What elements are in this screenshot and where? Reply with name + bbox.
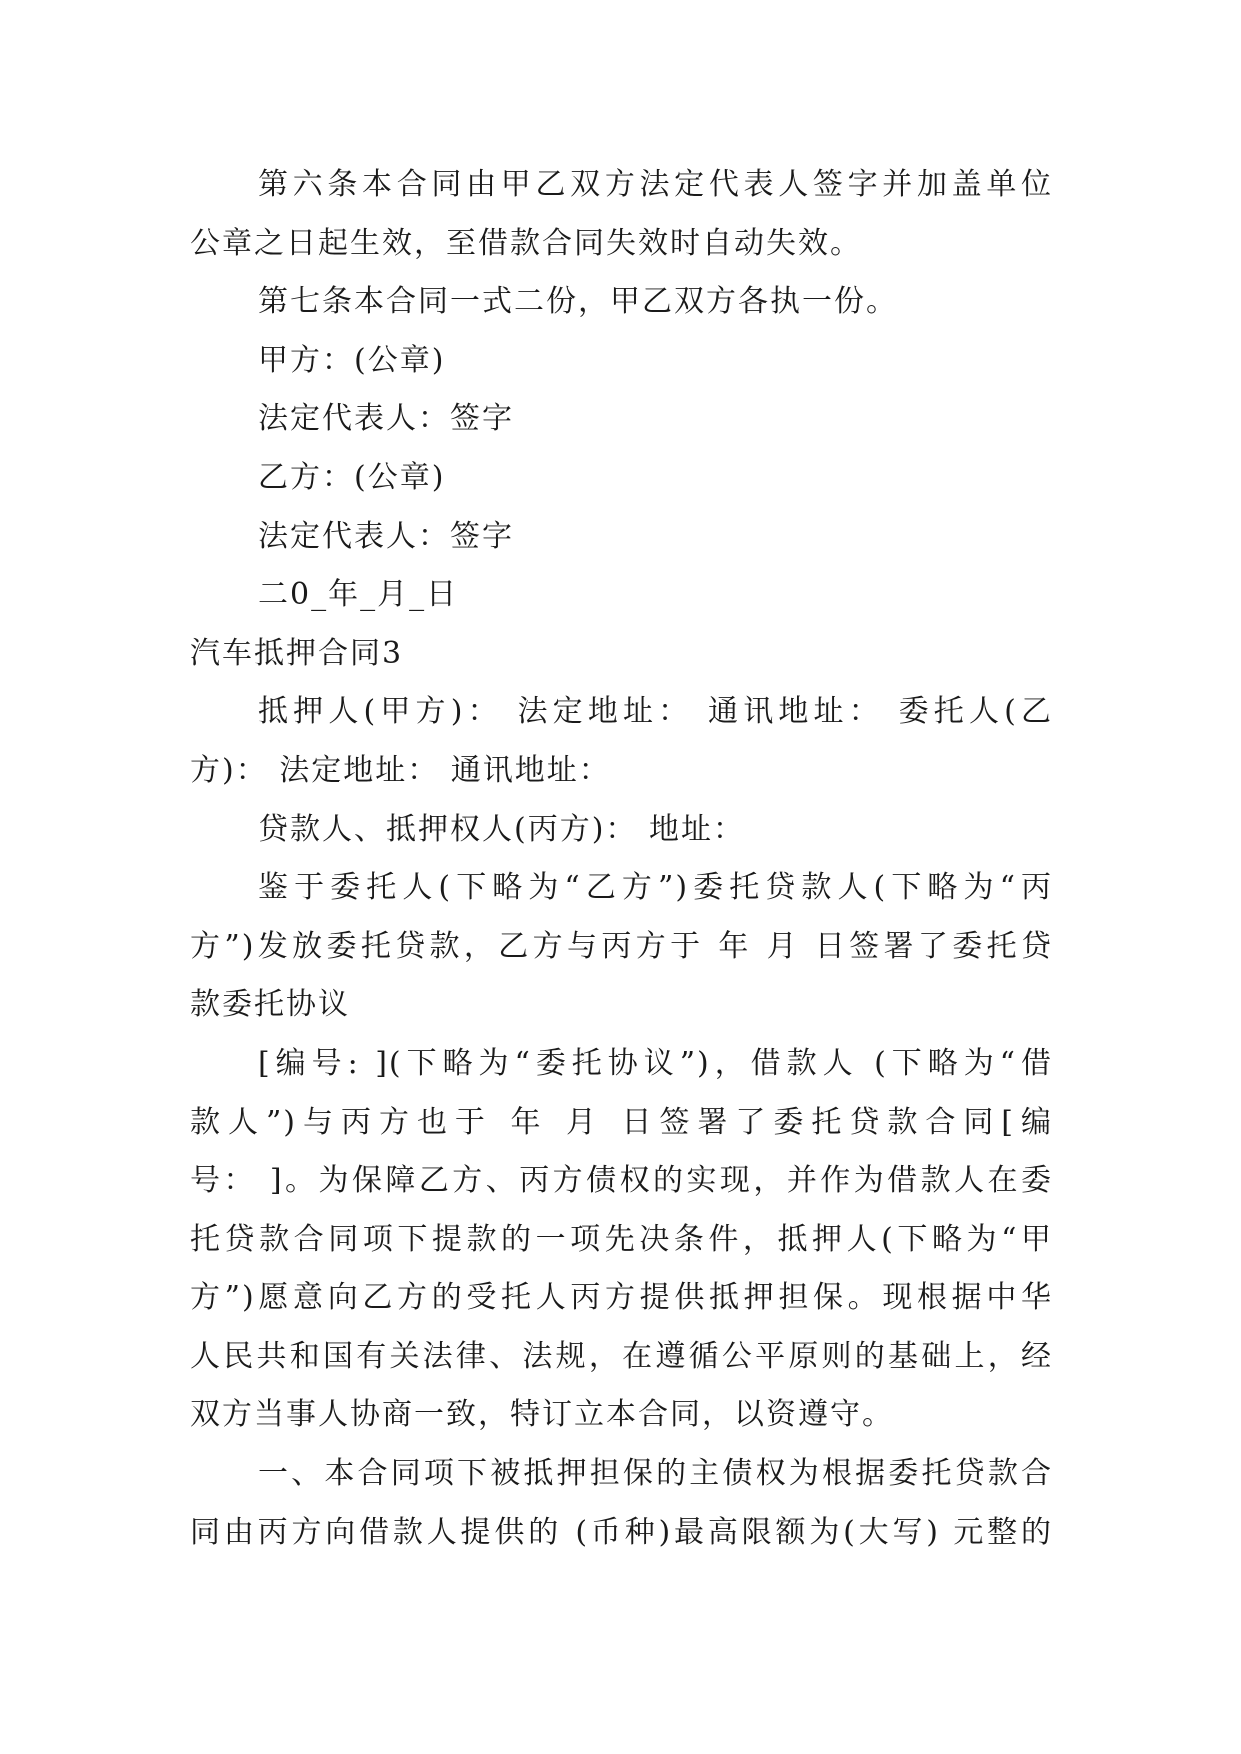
text-line: 法定代表人：签字 (258, 518, 514, 554)
text-line: 二0_年_月_日 (258, 577, 459, 613)
text-line: 托贷款合同项下提款的一项先决条件，抵押人(下略为“甲 (190, 1221, 1053, 1257)
text-line: 甲方：(公章) (258, 342, 446, 378)
section-title: 汽车抵押合同3 (190, 635, 404, 671)
text-line: 款委托协议 (190, 987, 350, 1023)
text-line: 乙方：(公章) (258, 459, 446, 495)
text-line: 鉴于委托人(下略为“乙方”)委托贷款人(下略为“丙 (258, 870, 1053, 906)
text-line: 号： ]。为保障乙方、丙方债权的实现，并作为借款人在委 (190, 1163, 1053, 1199)
text-line: [编号: ](下略为“委托协议”)，借款人 (下略为“借 (258, 1045, 1053, 1081)
text-line: 方”)发放委托贷款，乙方与丙方于 年 月 日签署了委托贷 (190, 928, 1053, 964)
text-line: 款人”)与丙方也于 年 月 日签署了委托贷款合同[编 (190, 1104, 1053, 1140)
text-line: 人民共和国有关法律、法规，在遵循公平原则的基础上，经 (190, 1338, 1053, 1374)
text-line: 一、本合同项下被抵押担保的主债权为根据委托贷款合 (258, 1456, 1053, 1492)
text-line: 同由丙方向借款人提供的 (币种)最高限额为(大写) 元整的 (190, 1514, 1053, 1550)
text-line: 抵押人(甲方)： 法定地址： 通讯地址： 委托人(乙 (258, 694, 1053, 730)
text-line: 第六条本合同由甲乙双方法定代表人签字并加盖单位 (258, 167, 1053, 202)
text-line: 方”)愿意向乙方的受托人丙方提供抵押担保。现根据中华 (190, 1280, 1053, 1316)
text-line: 法定代表人：签字 (258, 401, 514, 437)
text-line: 双方当事人协商一致，特订立本合同，以资遵守。 (190, 1397, 894, 1433)
text-line: 第七条本合同一式二份，甲乙双方各执一份。 (258, 284, 898, 320)
document-body (190, 156, 1053, 1562)
text-line: 贷款人、抵押权人(丙方)： 地址： (258, 811, 745, 847)
text-line: 公章之日起生效，至借款合同失效时自动失效。 (190, 225, 862, 261)
text-line: 方)： 法定地址： 通讯地址： (190, 752, 611, 788)
